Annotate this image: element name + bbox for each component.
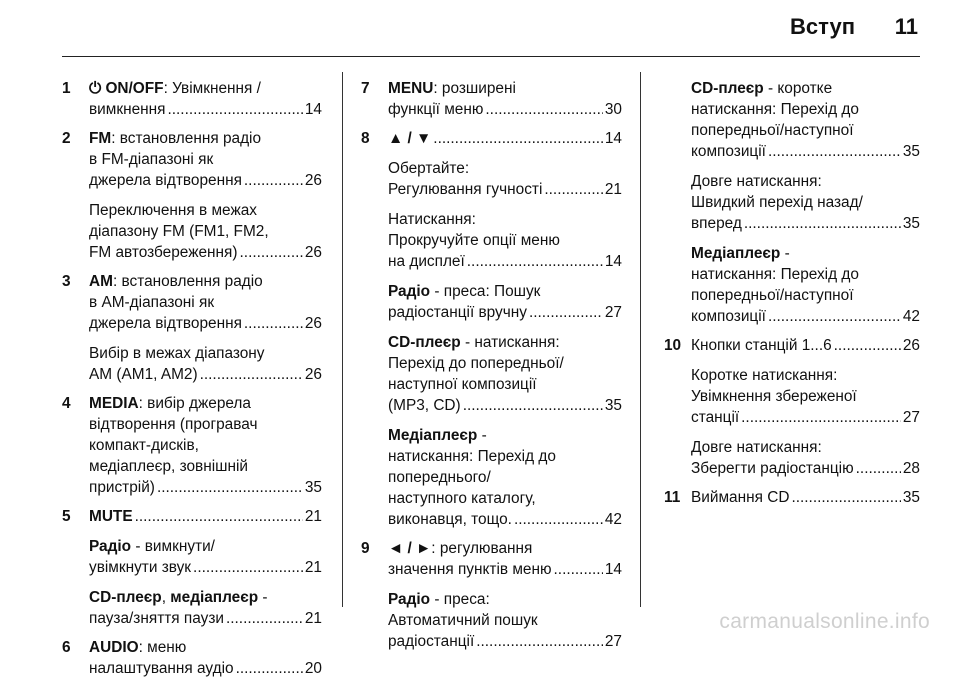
page-ref: 35 [304,479,322,496]
entry-line [388,589,622,610]
toc-entry [62,506,322,629]
entry-line [89,414,322,435]
page-header-title: Вступ [790,14,855,39]
page-ref: 35 [902,489,920,506]
toc-entry [62,393,322,498]
toc-entry [62,78,322,120]
entry-line [388,374,622,395]
entry-line [388,332,622,353]
entry-block [388,209,622,272]
line-text: вимкнення [89,101,166,118]
entry-number: 9 [361,540,370,557]
entry-line [89,313,322,334]
entry-number: 10 [664,337,682,354]
bold-label: FM [89,130,112,147]
entry-line [691,243,920,264]
line-text: Швидкий перехід назад/ [691,194,863,211]
line-text: CD-плеєр - натискання: [388,334,560,351]
dot-leader [463,395,603,416]
line-text: композиції [691,143,766,160]
entry-line [691,458,920,479]
entry-line [89,292,322,313]
entry-line [89,128,322,149]
line-text: радіостанції вручну [388,304,527,321]
page-ref: 42 [604,511,622,528]
bold-label: MENU [388,80,434,97]
watermark: carmanualsonline.info [719,610,930,633]
line-text: наступного каталогу, [388,490,536,507]
entry-line [89,271,322,292]
entry-line [691,120,920,141]
entry-block [89,393,322,498]
entry-line [691,335,920,356]
entry-number: 8 [361,130,370,147]
line-text: радіостанції [388,633,475,650]
entry-line [388,446,622,467]
dot-leader [433,128,603,149]
entry-block [388,538,622,580]
dot-leader [244,313,303,334]
dot-leader [157,477,303,498]
entry-number: 3 [62,273,71,290]
line-text: вперед [691,215,742,232]
entry-line [89,557,322,578]
entry-line [89,221,322,242]
line-text: виконавця, тощо. [388,511,512,528]
entry-line [89,456,322,477]
dot-leader [236,658,303,679]
page-ref: 27 [604,304,622,321]
page-ref: 21 [304,610,322,627]
toc-entry [361,78,622,120]
page-ref: 14 [604,561,622,578]
page-ref: 28 [902,460,920,477]
bold-label: MEDIA [89,395,139,412]
bold-label: Радіо [388,591,431,608]
entry-line [691,407,920,428]
entry-line [691,213,920,234]
entry-block [89,536,322,578]
line-text: Медіаплеєр - [388,427,487,444]
entry-block [89,200,322,263]
line-text: медіаплеєр, зовнішній [89,458,249,475]
page-ref: 26 [304,244,322,261]
entry-line [388,179,622,200]
bold-label: Медіаплеєр [388,427,478,444]
line-text: пауза/зняття паузи [89,610,224,627]
line-text [89,506,133,527]
entry-line [691,386,920,407]
entry-number: 4 [62,395,71,412]
toc-entry [62,637,322,679]
entry-line [89,343,322,364]
line-text: джерела відтворення [89,315,242,332]
dot-leader [514,509,603,530]
line-text: натискання: Перехід до [691,101,859,118]
bold-label: ◄ / ► [388,540,432,557]
toc-entry [62,271,322,385]
dot-leader [135,506,303,527]
entry-line [691,487,920,508]
entry-line [89,637,322,658]
dot-leader [244,170,303,191]
entry-line [388,99,622,120]
column-2 [361,78,622,652]
entry-line [89,242,322,263]
entry-line [89,364,322,385]
toc-entry [664,335,920,479]
bold-label: Радіо [388,283,431,300]
page-ref: 21 [604,181,622,198]
bold-label: AM [89,273,113,290]
line-text: AM (AM1, AM2) [89,366,198,383]
dot-leader [741,407,901,428]
line-text: в AM-діапазоні як [89,294,215,311]
page-ref: 26 [304,172,322,189]
entry-line [89,200,322,221]
entry-line [89,393,322,414]
entry-line [388,353,622,374]
line-text: Кнопки станцій 1...6 [691,337,832,354]
line-text: джерела відтворення [89,172,242,189]
line-text: Прокручуйте опції меню [388,232,560,249]
entry-number: 1 [62,80,71,97]
line-text: Зберегти радіостанцію [691,460,854,477]
entry-line [691,99,920,120]
entry-line [691,78,920,99]
entry-block [89,343,322,385]
entry-block [691,335,920,356]
line-text: ⏻ ON/OFF: Увімкнення / [89,80,261,97]
toc-entry [664,78,920,327]
entry-block [388,589,622,652]
page-ref: 35 [902,215,920,232]
entry-line [388,467,622,488]
column-3 [664,78,920,508]
toc-entry [361,538,622,652]
line-text: AUDIO: меню [89,639,187,656]
toc-entry [664,487,920,508]
line-text: на дисплеї [388,253,465,270]
entry-line [89,78,322,99]
entry-line [388,230,622,251]
line-text: значення пунктів меню [388,561,552,578]
header-rule [62,56,920,57]
line-text: Вибір в межах діапазону [89,345,265,362]
dot-leader [529,302,603,323]
line-text: Перехід до попередньої/ [388,355,564,372]
line-text: налаштування аудіо [89,660,234,677]
line-text: натискання: Перехід до [691,266,859,283]
entry-line [691,264,920,285]
page-ref: 27 [902,409,920,426]
entry-block [388,158,622,200]
page-ref: 35 [604,397,622,414]
entry-line [89,536,322,557]
entry-block [388,281,622,323]
entry-block [691,365,920,428]
entry-line [388,128,622,149]
entry-block [89,78,322,120]
line-text: ◄ / ►: регулювання [388,540,533,557]
line-text: CD-плеєр, медіаплеєр - [89,589,268,606]
bold-label: Радіо [89,538,132,555]
line-text: MEDIA: вибір джерела [89,395,251,412]
dot-leader [544,179,603,200]
line-text: Коротке натискання: [691,367,838,384]
line-text: Радіо - преса: [388,591,490,608]
entry-line [89,435,322,456]
line-text: Натискання: [388,211,476,228]
entry-block [691,437,920,479]
page-ref: 14 [304,101,322,118]
entry-line [388,302,622,323]
entry-block [691,487,920,508]
line-text: FM автозбереження) [89,244,238,261]
entry-line [691,437,920,458]
entry-line [388,78,622,99]
entry-number: 11 [664,489,681,506]
entry-line [89,658,322,679]
entry-line [691,141,920,162]
line-text: AM: встановлення радіо [89,273,263,290]
bold-label: ⏻ ON/OFF [89,80,164,97]
entry-block [388,425,622,530]
dot-leader [834,335,901,356]
toc-entry [361,128,622,530]
line-text: Виймання CD [691,489,790,506]
line-text: CD-плеєр - коротке [691,80,833,97]
dot-leader [768,141,901,162]
line-text: Радіо - преса: Пошук [388,283,541,300]
entry-line [388,488,622,509]
line-text: увімкнути звук [89,559,192,576]
page-ref: 20 [304,660,322,677]
bold-label: медіаплеєр [170,589,259,606]
dot-leader [485,99,602,120]
column-divider-2 [640,72,641,607]
entry-line [89,608,322,629]
line-text: (MP3, CD) [388,397,461,414]
page-ref: 42 [902,308,920,325]
entry-line [388,509,622,530]
bold-label: Медіаплеєр [691,245,781,262]
line-text: Довге натискання: [691,173,822,190]
line-text: в FM-діапазоні як [89,151,214,168]
entry-block [89,587,322,629]
line-text: компакт-дисків, [89,437,199,454]
line-text: MENU: розширені [388,80,516,97]
line-text: Увімкнення збереженої [691,388,857,405]
entry-block [388,78,622,120]
column-divider-1 [342,72,343,607]
dot-leader [554,559,603,580]
bold-label: CD-плеєр [691,80,764,97]
bold-label: CD-плеєр [89,589,162,606]
entry-line [388,158,622,179]
dot-leader [467,251,603,272]
page-ref: 21 [304,508,322,525]
line-text: попереднього/ [388,469,491,486]
page-ref: 27 [604,633,622,650]
entry-line [388,395,622,416]
column-1 [62,78,322,679]
entry-block [89,506,322,527]
line-text: попередньої/наступної [691,287,854,304]
line-text: Медіаплеєр - [691,245,790,262]
line-text: відтворення (програвач [89,416,258,433]
entry-line [388,251,622,272]
entry-line [388,425,622,446]
entry-line [691,192,920,213]
toc-entry [62,128,322,263]
dot-leader [240,242,303,263]
entry-block [89,128,322,191]
entry-number: 2 [62,130,71,147]
entry-line [388,559,622,580]
entry-line [388,209,622,230]
entry-number: 7 [361,80,370,97]
line-text [388,128,431,149]
entry-block [388,332,622,416]
entry-line [89,149,322,170]
line-text: попередньої/наступної [691,122,854,139]
page-ref: 26 [304,366,322,383]
entry-line [388,610,622,631]
dot-leader [744,213,901,234]
dot-leader [226,608,303,629]
page-ref: 21 [304,559,322,576]
entry-block [691,78,920,162]
dot-leader [193,557,303,578]
entry-number: 6 [62,639,71,656]
page-ref: 35 [902,143,920,160]
entry-line [89,170,322,191]
entry-line [691,285,920,306]
dot-leader [200,364,303,385]
entry-line [89,477,322,498]
dot-leader [791,487,900,508]
line-text: Автоматичний пошук [388,612,538,629]
page-ref: 14 [604,253,622,270]
bold-label: MUTE [89,508,133,525]
entry-line [89,587,322,608]
entry-block [89,637,322,679]
entry-block [691,171,920,234]
entry-number: 5 [62,508,71,525]
line-text: Переключення в межах [89,202,257,219]
line-text: діапазону FM (FM1, FM2, [89,223,269,240]
dot-leader [167,99,302,120]
line-text: Обертайте: [388,160,470,177]
bold-label: AUDIO [89,639,139,656]
bold-label: CD-плеєр [388,334,461,351]
line-text: станції [691,409,740,426]
dot-leader [856,458,901,479]
bold-label: ▲ / ▼ [388,130,432,147]
page-ref: 30 [604,101,622,118]
page-ref: 26 [304,315,322,332]
entry-line [691,171,920,192]
entry-line [691,306,920,327]
line-text: натискання: Перехід до [388,448,556,465]
entry-block [691,243,920,327]
entry-line [388,281,622,302]
line-text: Радіо - вимкнути/ [89,538,215,555]
entry-line [89,99,322,120]
entry-line [691,365,920,386]
dot-leader [768,306,901,327]
line-text: Регулювання гучності [388,181,543,198]
entry-block [89,271,322,334]
line-text: Довге натискання: [691,439,822,456]
page-ref: 26 [902,337,920,354]
line-text: композиції [691,308,766,325]
line-text: пристрій) [89,479,155,496]
line-text: FM: встановлення радіо [89,130,262,147]
entry-line [89,506,322,527]
line-text: наступної композиції [388,376,537,393]
entry-line [388,538,622,559]
entry-block [388,128,622,149]
line-text: функції меню [388,101,484,118]
page-ref: 14 [604,130,622,147]
page-number: 11 [894,14,918,39]
